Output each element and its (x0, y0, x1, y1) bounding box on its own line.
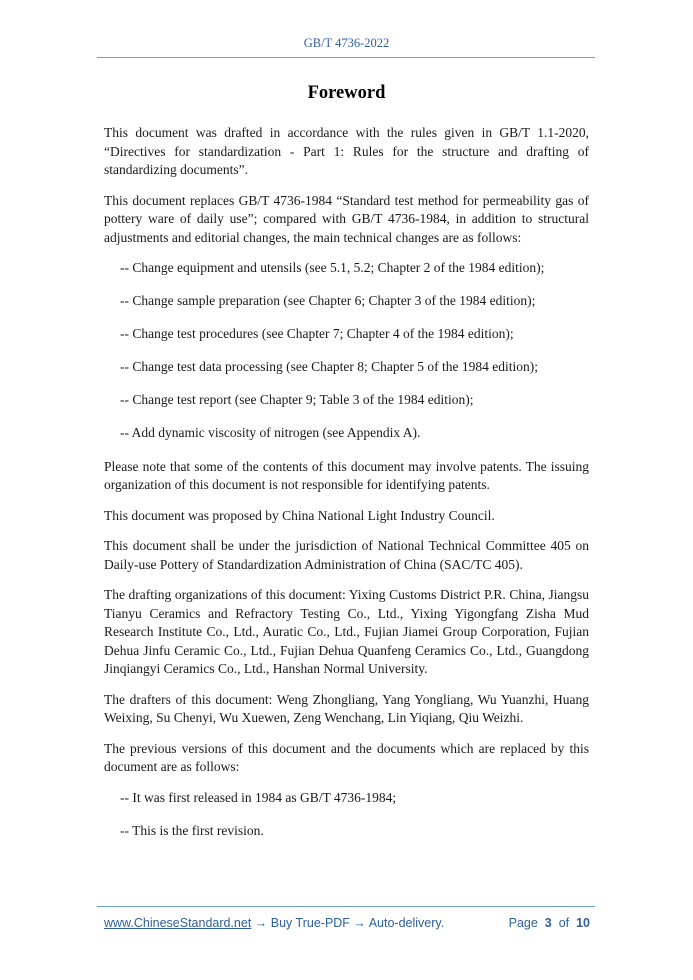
footer-divider (97, 906, 595, 907)
change-item: -- Change test data processing (see Chapter 8; Chapter 5 of the 1984 edition); (120, 359, 539, 375)
change-item: -- Add dynamic viscosity of nitrogen (see Appendix A). (120, 425, 421, 441)
page-of-label: of (558, 916, 570, 930)
page-label: Page (508, 916, 538, 930)
paragraph-drafters: The drafters of this document: Weng Zhongliang, Yang Yongliang, Wu Yuanzhi, Huang Weixing, Su Chenyi, Wu Xuewen, Zeng Wenchang, Lin Yiqiang, Qiu Weizhi. (104, 691, 589, 726)
page-current: 3 (544, 916, 552, 930)
document-body (104, 124, 589, 855)
paragraph-jurisdiction: This document shall be under the jurisdiction of National Technical Committee 405 on Daily-use Pottery of Standardization Administration of China (SAC/TC 405). (104, 538, 589, 572)
page-number (509, 916, 590, 930)
footer-promo (104, 916, 444, 930)
change-item: -- Change equipment and utensils (see 5.1, 5.2; Chapter 2 of the 1984 edition); (120, 260, 545, 275)
paragraph-proposed-by: This document was proposed by China National Light Industry Council. (104, 507, 495, 523)
header-divider (97, 57, 595, 58)
footer-tagline: → Buy True-PDF → Auto-delivery. (251, 916, 445, 930)
change-item: -- Change sample preparation (see Chapter 6; Chapter 3 of the 1984 edition); (120, 293, 536, 309)
history-item: -- It was first released in 1984 as GB/T 4736-1984; (120, 789, 397, 805)
paragraph-patents: Please note that some of the contents of this document may involve patents. The issuing organization of this document is not responsible for identifying patents. (104, 458, 589, 493)
page-total: 10 (576, 916, 590, 930)
page-footer (104, 916, 590, 934)
running-header: GB/T 4736-2022 (303, 36, 390, 50)
paragraph-previous-versions: The previous versions of this document and the documents which are replaced by this document are as follows: (104, 740, 589, 775)
history-item: -- This is the first revision. (120, 822, 264, 838)
paragraph-drafting-rules: This document was drafted in accordance with the rules given in GB/T 1.1-2020, “Directives for standardization - Part 1: Rules for the structure and drafting of standardizing documents”. (104, 125, 589, 177)
website-link[interactable]: www.ChineseStandard.net (104, 916, 252, 930)
paragraph-replaces: This document replaces GB/T 4736-1984 “Standard test method for permeability gas of pottery ware of daily use”; compared with GB/T 4736-1984, in addition to structural adjustments and editorial changes, the main technical changes are as follows: (104, 192, 589, 245)
page-title: Foreword (307, 83, 386, 103)
change-item: -- Change test report (see Chapter 9; Table 3 of the 1984 edition); (120, 392, 474, 408)
change-item: -- Change test procedures (see Chapter 7; Chapter 4 of the 1984 edition); (120, 326, 514, 342)
paragraph-drafting-organizations: The drafting organizations of this document: Yixing Customs District P.R. China, Jiangsu Tianyu Ceramics and Refractory Testing Co., Ltd., Yixing Yigongfang Zisha Mud Research Institute Co., Ltd., Auratic Co., Ltd., Fujian Jiamei Group Corporation, Fujian Dehua Jinfu Ceramic Co., Ltd., Fujian Dehua Quanfeng Ceramics Co., Ltd., Guangdong Jinqiangyi Ceramics Co., Ltd., Hanshan Normal University. (104, 587, 589, 677)
